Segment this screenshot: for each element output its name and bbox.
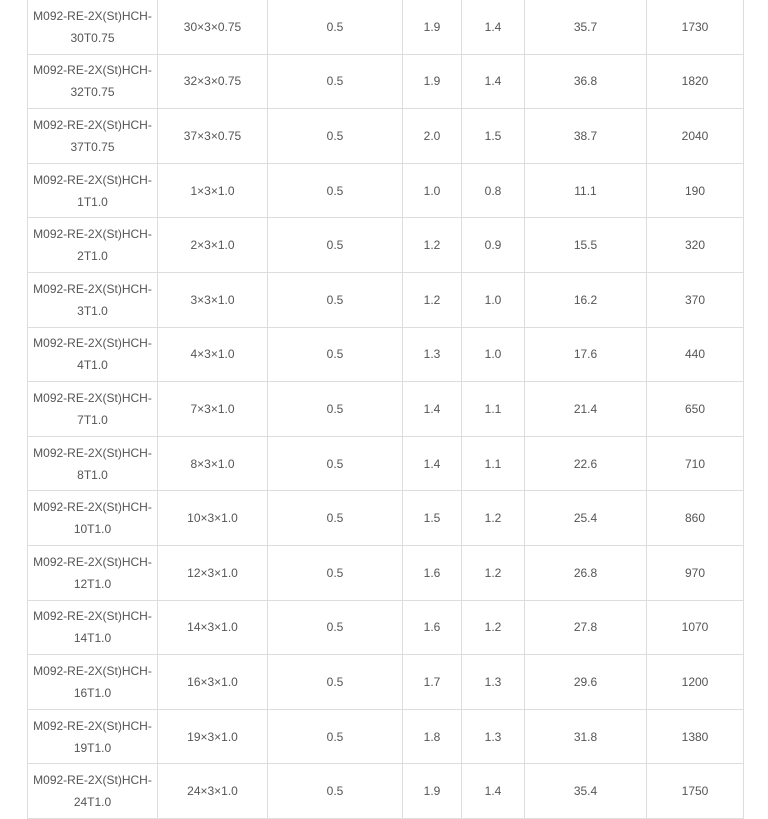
model-line-1: M092-RE-2X(St)HCH- (33, 609, 152, 624)
table-row (28, 218, 744, 273)
cable-spec-table (27, 0, 744, 819)
cell-col5: 1.0 (462, 272, 525, 327)
cell-col6: 29.6 (525, 655, 647, 710)
cell-col4: 1.6 (403, 600, 462, 655)
cell-col4: 1.2 (403, 218, 462, 273)
cell-col7: 970 (647, 545, 744, 600)
spec-table-container (27, 0, 743, 819)
cell-col3: 0.5 (268, 0, 403, 54)
model-line-1: M092-RE-2X(St)HCH- (33, 718, 152, 733)
cell-col6: 26.8 (525, 545, 647, 600)
cell-col4: 1.3 (403, 327, 462, 382)
cell-col6: 38.7 (525, 109, 647, 164)
cell-core-size: 7×3×1.0 (158, 382, 268, 437)
cell-col5: 1.3 (462, 655, 525, 710)
cell-col3: 0.5 (268, 163, 403, 218)
cell-col5: 1.5 (462, 109, 525, 164)
cell-col5: 1.4 (462, 0, 525, 54)
cell-col6: 27.8 (525, 600, 647, 655)
cell-col3: 0.5 (268, 272, 403, 327)
model-line-1: M092-RE-2X(St)HCH- (33, 117, 152, 132)
cell-core-size: 24×3×1.0 (158, 764, 268, 819)
cell-col7: 710 (647, 436, 744, 491)
cell-col6: 22.6 (525, 436, 647, 491)
cell-core-size: 30×3×0.75 (158, 0, 268, 54)
cell-col5: 1.4 (462, 764, 525, 819)
cell-col6: 21.4 (525, 382, 647, 437)
cell-model (28, 545, 158, 600)
cell-col7: 2040 (647, 109, 744, 164)
table-row (28, 0, 744, 54)
table-row (28, 109, 744, 164)
cell-core-size: 12×3×1.0 (158, 545, 268, 600)
cell-col6: 11.1 (525, 163, 647, 218)
cell-model (28, 163, 158, 218)
model-line-2: 32T0.75 (70, 85, 115, 100)
cell-model (28, 272, 158, 327)
cell-model (28, 54, 158, 109)
cell-col4: 1.9 (403, 764, 462, 819)
cell-col6: 35.7 (525, 0, 647, 54)
cell-col5: 1.1 (462, 436, 525, 491)
cell-model (28, 600, 158, 655)
cell-col3: 0.5 (268, 54, 403, 109)
cell-model (28, 109, 158, 164)
model-line-2: 2T1.0 (77, 249, 108, 264)
model-line-1: M092-RE-2X(St)HCH- (33, 554, 152, 569)
cell-col5: 1.4 (462, 54, 525, 109)
cell-col4: 1.4 (403, 382, 462, 437)
model-line-1: M092-RE-2X(St)HCH- (33, 336, 152, 351)
model-line-1: M092-RE-2X(St)HCH- (33, 172, 152, 187)
model-line-2: 30T0.75 (70, 30, 115, 45)
cell-model (28, 0, 158, 54)
cell-col3: 0.5 (268, 764, 403, 819)
table-row (28, 163, 744, 218)
cell-col5: 0.8 (462, 163, 525, 218)
cell-col7: 1750 (647, 764, 744, 819)
cell-col3: 0.5 (268, 382, 403, 437)
model-line-2: 10T1.0 (73, 522, 112, 537)
cell-col4: 1.8 (403, 709, 462, 764)
table-body (28, 0, 744, 818)
cell-col6: 35.4 (525, 764, 647, 819)
cell-core-size: 14×3×1.0 (158, 600, 268, 655)
cell-core-size: 1×3×1.0 (158, 163, 268, 218)
cell-col4: 1.6 (403, 545, 462, 600)
model-line-2: 12T1.0 (73, 576, 112, 591)
cell-col5: 1.2 (462, 491, 525, 546)
model-line-1: M092-RE-2X(St)HCH- (33, 227, 152, 242)
cell-col7: 650 (647, 382, 744, 437)
cell-model (28, 327, 158, 382)
table-row (28, 327, 744, 382)
model-line-2: 19T1.0 (73, 740, 112, 755)
cell-col4: 2.0 (403, 109, 462, 164)
cell-model (28, 709, 158, 764)
cell-model (28, 436, 158, 491)
cell-core-size: 37×3×0.75 (158, 109, 268, 164)
cell-core-size: 19×3×1.0 (158, 709, 268, 764)
cell-col3: 0.5 (268, 491, 403, 546)
model-line-2: 7T1.0 (77, 412, 108, 427)
cell-col7: 320 (647, 218, 744, 273)
table-row (28, 54, 744, 109)
cell-col7: 1200 (647, 655, 744, 710)
model-line-1: M092-RE-2X(St)HCH- (33, 500, 152, 515)
cell-col3: 0.5 (268, 655, 403, 710)
cell-core-size: 10×3×1.0 (158, 491, 268, 546)
model-line-2: 4T1.0 (77, 358, 108, 373)
cell-col6: 31.8 (525, 709, 647, 764)
model-line-2: 3T1.0 (77, 303, 108, 318)
cell-col4: 1.5 (403, 491, 462, 546)
model-line-1: M092-RE-2X(St)HCH- (33, 390, 152, 405)
cell-col7: 1820 (647, 54, 744, 109)
table-row (28, 491, 744, 546)
cell-col3: 0.5 (268, 327, 403, 382)
cell-core-size: 32×3×0.75 (158, 54, 268, 109)
model-line-2: 1T1.0 (77, 194, 108, 209)
cell-col4: 1.2 (403, 272, 462, 327)
model-line-1: M092-RE-2X(St)HCH- (33, 445, 152, 460)
cell-col7: 860 (647, 491, 744, 546)
model-line-1: M092-RE-2X(St)HCH- (33, 663, 152, 678)
cell-col3: 0.5 (268, 545, 403, 600)
cell-col4: 1.7 (403, 655, 462, 710)
cell-col6: 17.6 (525, 327, 647, 382)
model-line-2: 37T0.75 (70, 139, 115, 154)
cell-model (28, 491, 158, 546)
table-row (28, 545, 744, 600)
cell-col7: 440 (647, 327, 744, 382)
cell-model (28, 764, 158, 819)
cell-col5: 1.0 (462, 327, 525, 382)
cell-col7: 190 (647, 163, 744, 218)
cell-model (28, 655, 158, 710)
model-line-2: 14T1.0 (73, 631, 112, 646)
table-row (28, 272, 744, 327)
cell-model (28, 218, 158, 273)
model-line-2: 8T1.0 (77, 467, 108, 482)
cell-col4: 1.9 (403, 0, 462, 54)
cell-col6: 36.8 (525, 54, 647, 109)
cell-core-size: 3×3×1.0 (158, 272, 268, 327)
cell-core-size: 2×3×1.0 (158, 218, 268, 273)
model-line-1: M092-RE-2X(St)HCH- (33, 281, 152, 296)
model-line-2: 16T1.0 (73, 685, 112, 700)
cell-col6: 25.4 (525, 491, 647, 546)
cell-col5: 1.1 (462, 382, 525, 437)
cell-col5: 1.3 (462, 709, 525, 764)
cell-col5: 1.2 (462, 545, 525, 600)
cell-col3: 0.5 (268, 436, 403, 491)
table-row (28, 382, 744, 437)
cell-col3: 0.5 (268, 109, 403, 164)
table-row (28, 709, 744, 764)
model-line-1: M092-RE-2X(St)HCH- (33, 63, 152, 78)
cell-col7: 370 (647, 272, 744, 327)
cell-col3: 0.5 (268, 600, 403, 655)
cell-col3: 0.5 (268, 709, 403, 764)
cell-col7: 1730 (647, 0, 744, 54)
cell-core-size: 4×3×1.0 (158, 327, 268, 382)
cell-col4: 1.9 (403, 54, 462, 109)
table-row (28, 764, 744, 819)
table-row (28, 436, 744, 491)
model-line-1: M092-RE-2X(St)HCH- (33, 773, 152, 788)
model-line-2: 24T1.0 (73, 795, 112, 810)
table-row (28, 655, 744, 710)
cell-col6: 15.5 (525, 218, 647, 273)
cell-col5: 0.9 (462, 218, 525, 273)
cell-col4: 1.4 (403, 436, 462, 491)
cell-col6: 16.2 (525, 272, 647, 327)
cell-core-size: 16×3×1.0 (158, 655, 268, 710)
cell-col7: 1070 (647, 600, 744, 655)
cell-col5: 1.2 (462, 600, 525, 655)
cell-col3: 0.5 (268, 218, 403, 273)
model-line-1: M092-RE-2X(St)HCH- (33, 8, 152, 23)
cell-col4: 1.0 (403, 163, 462, 218)
cell-core-size: 8×3×1.0 (158, 436, 268, 491)
table-row (28, 600, 744, 655)
cell-col7: 1380 (647, 709, 744, 764)
cell-model (28, 382, 158, 437)
